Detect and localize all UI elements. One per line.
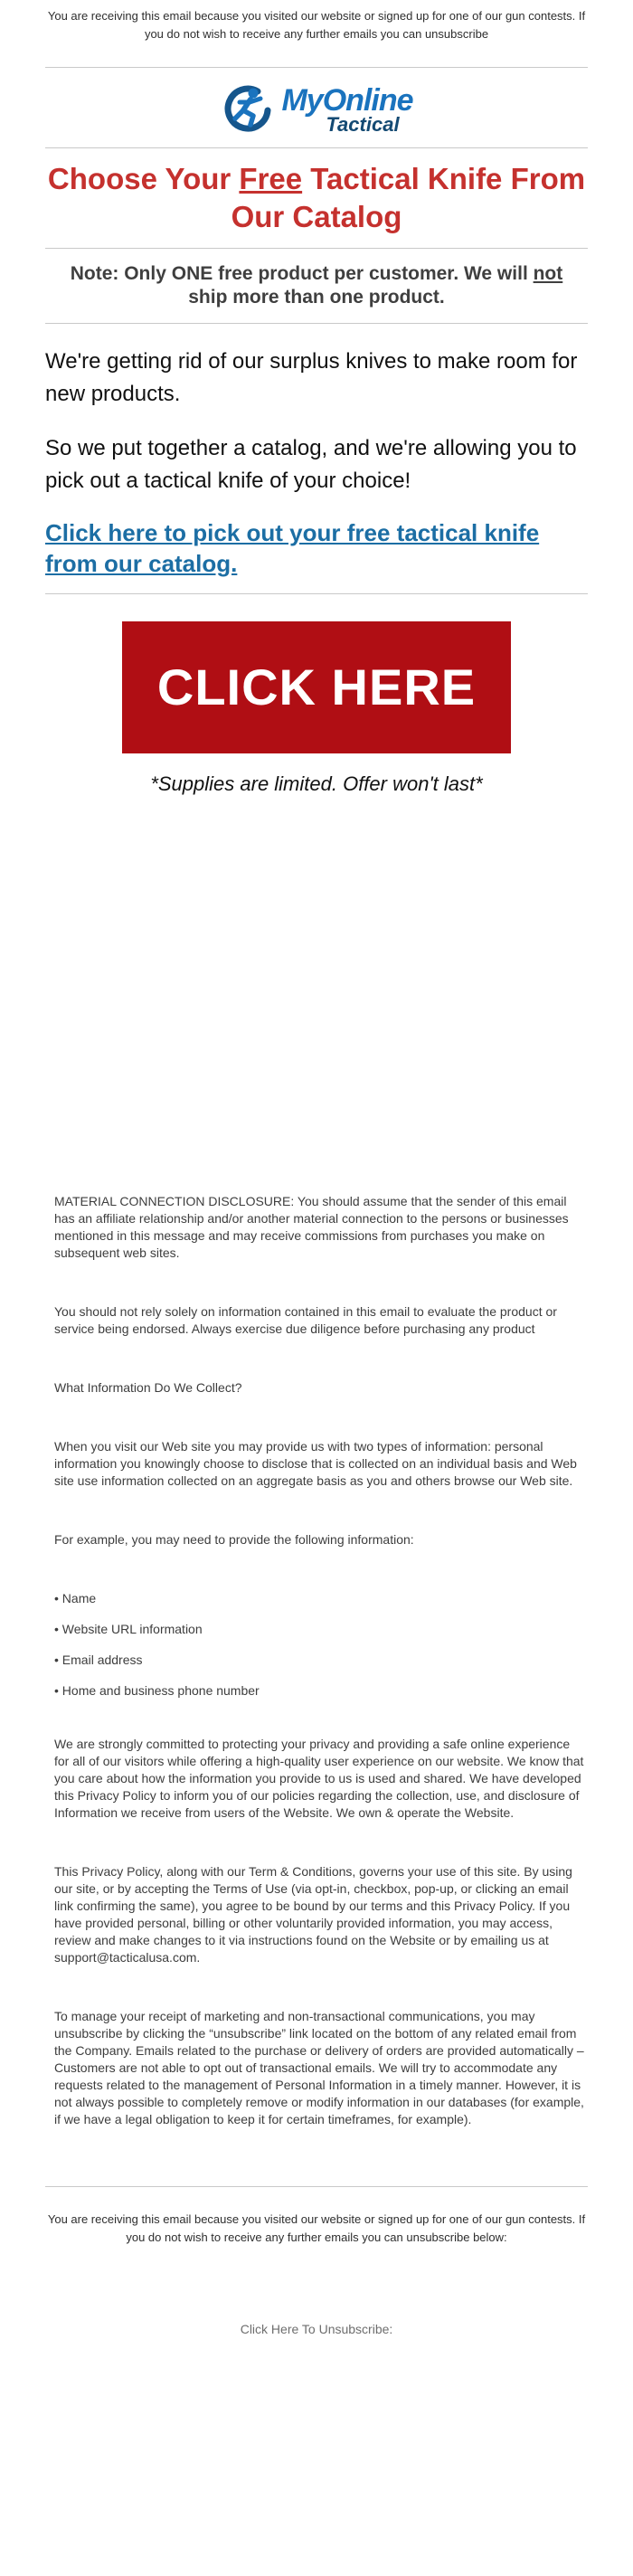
click-here-button[interactable]: CLICK HERE <box>122 621 511 753</box>
divider <box>45 2186 588 2187</box>
headline-text: Choose Your <box>47 162 240 195</box>
divider <box>45 248 588 249</box>
unsubscribe-row <box>45 2321 588 2338</box>
divider <box>45 67 588 68</box>
header-disclaimer: You are receiving this email because you visited our website or signed up for one of our gun contests. If you do not wish to receive any further emails you can unsubscribe <box>47 9 586 41</box>
bullet-email-address: • Email address <box>54 1653 143 1667</box>
privacy-section-heading: What Information Do We Collect? <box>54 1380 242 1395</box>
catalog-link[interactable]: Click here to pick out your free tactical knife from our catalog. <box>45 519 540 577</box>
bullet-name: • Name <box>54 1591 97 1605</box>
unsubscribe-link[interactable]: Click Here To Unsubscribe: <box>240 2322 393 2336</box>
cta-section <box>45 621 588 797</box>
for-example-paragraph: For example, you may need to provide the following information: <box>54 1532 414 1547</box>
due-diligence-paragraph: You should not rely solely on information contained in this email to evaluate the product or service being endorsed. Always exercise due diligence before purchasing any product <box>54 1304 557 1336</box>
logo-text-primary: MyOnline <box>281 83 413 118</box>
email-body <box>45 0 588 2338</box>
privacy-policy-terms-paragraph: This Privacy Policy, along with our Term & Conditions, governs your use of this site. By using our site, or by accepting the Terms of Use (via opt-in, checkbox, pop-up, or clicking an email link confirming the same), you agree to be bound by our terms and this Privacy Policy. If you have provided personal, billing or other voluntarily provided information, you may access, review and make changes to it via instructions found on the Website or by emailing us at support@tacticalusa.com. <box>54 1864 572 1965</box>
headline-underlined-word: Free <box>239 162 303 195</box>
note-text-cont: ship more than one product. <box>188 287 445 308</box>
disclosure-paragraph: MATERIAL CONNECTION DISCLOSURE: You should assume that the sender of this email has an affiliate relationship and/or another material connection to the persons or businesses mentioned in this message and may receive commissions from purchases you make on subsequent web sites. <box>54 1194 569 1260</box>
whitespace-spacer <box>45 797 588 1193</box>
fine-print-section <box>45 1193 588 2128</box>
body-paragraph-1: We're getting rid of our surplus knives to make room for new products. <box>45 349 578 406</box>
note-text: Note: Only ONE free product per customer. We will <box>70 263 534 284</box>
divider <box>45 147 588 148</box>
divider <box>45 593 588 594</box>
unsubscribe-management-paragraph: To manage your receipt of marketing and non-transactional communications, you may unsubscribe by clicking the “unsubscribe” link located on the bottom of any related email from the Company. Emails related to the purchase or delivery of orders are provided automatically – Customers are not able to opt out of transactional emails. We will try to accommodate any requests related to the management of Personal Information in a timely manner. However, it is not always possible to completely remove or modify information in our databases (for example, if we have a legal obligation to keep it for certain timeframes, for example). <box>54 2009 584 2126</box>
logo-text-secondary: Tactical <box>326 113 400 136</box>
divider <box>45 323 588 324</box>
supplies-note: *Supplies are limited. Offer won't last* <box>150 772 483 795</box>
footer-disclaimer: You are receiving this email because you visited our website or signed up for one of our gun contests. If you do not wish to receive any further emails you can unsubscribe below: <box>47 2212 586 2244</box>
bullet-website-url: • Website URL information <box>54 1622 203 1636</box>
headline <box>45 160 588 236</box>
privacy-commitment-paragraph: We are strongly committed to protecting your privacy and providing a safe online experience for all of our visitors while offering a high-quality user experience on our website. We know that you care about how the information you provide to us is used and shared. We have developed this Privacy Policy to inform you of our policies regarding the collection, use, and disclosure of Information we receive from users of the Website. We own & operate the Website. <box>54 1737 584 1820</box>
note-underlined-word: not <box>533 263 563 284</box>
headline-text-cont: Tactical Knife From Our Catalog <box>231 162 586 233</box>
bullet-phone-number: • Home and business phone number <box>54 1683 260 1698</box>
logo-text <box>281 85 412 136</box>
note <box>54 262 579 309</box>
brand-logo[interactable] <box>45 84 588 137</box>
info-types-paragraph: When you visit our Web site you may provide us with two types of information: personal information you knowingly choose to disclose that is collected on an individual basis and Web site use information collected on an aggregate basis as you and others browse our Web site. <box>54 1439 577 1488</box>
body-paragraph-2: So we put together a catalog, and we're allowing you to pick out a tactical knife of your choice! <box>45 436 577 493</box>
runner-swoosh-icon <box>220 84 274 137</box>
